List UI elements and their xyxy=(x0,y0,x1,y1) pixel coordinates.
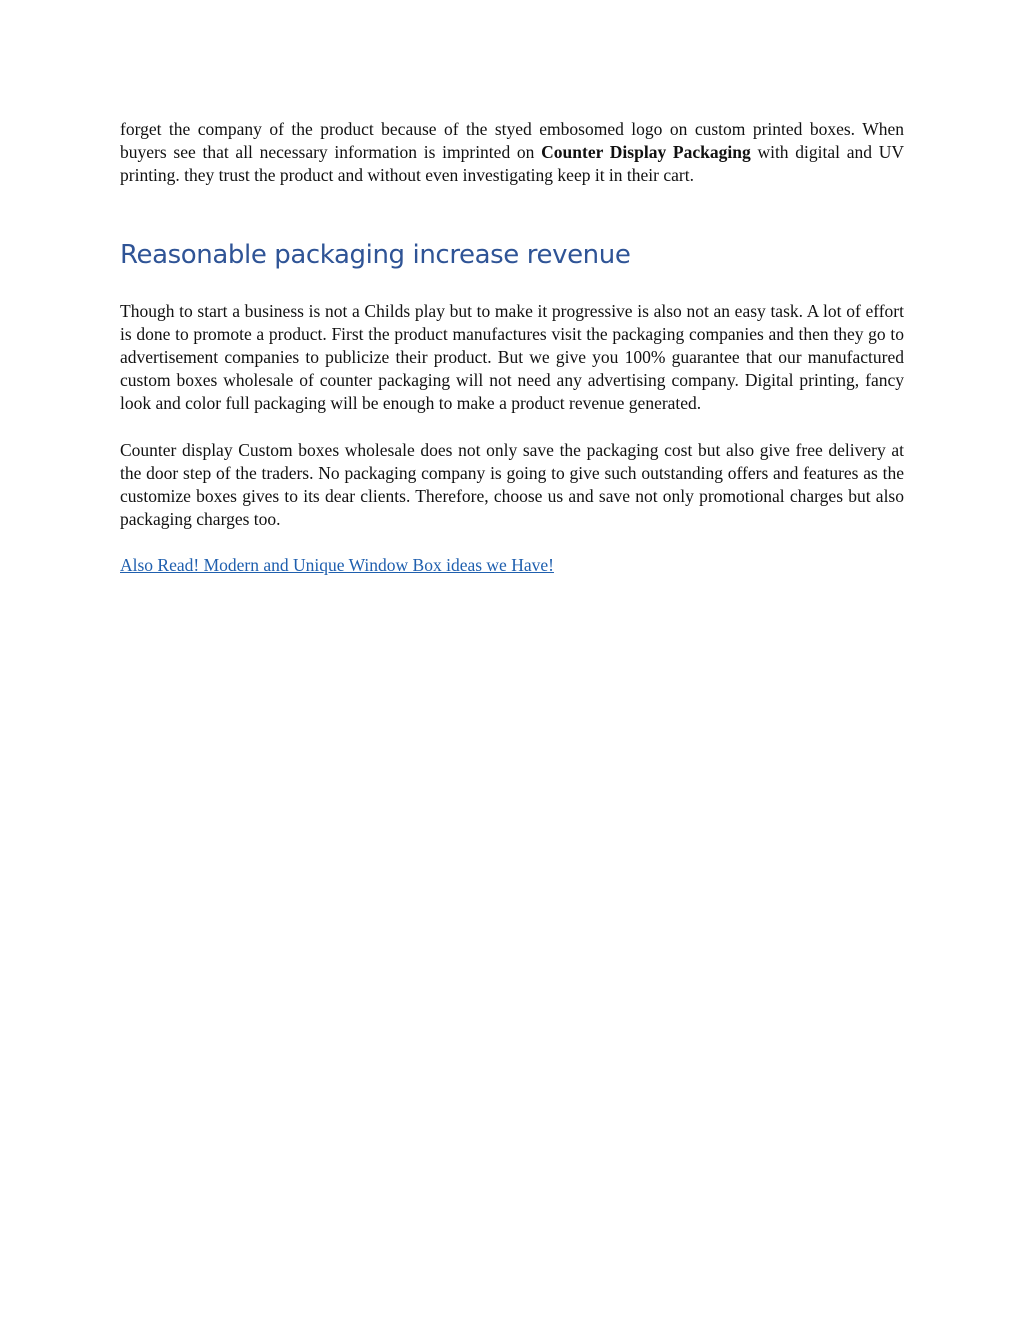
body-paragraph-1: Though to start a business is not a Childs play but to make it progressive is also not an easy task. A lot of effort is done to promote a product. First the product manufactures visit the packaging companies and then they go to advertisement companies to publicize their product. But we give you 100% guarantee that our manufactured custom boxes wholesale of counter packaging will not need any advertising company. Digital printing, fancy look and color full packaging will be enough to make a product revenue generated. xyxy=(120,300,904,414)
intro-paragraph xyxy=(120,118,904,188)
intro-text-end: with digital and UV printing. they trust the product and without even investigating keep it in their cart. xyxy=(120,142,905,186)
document-page xyxy=(120,118,904,578)
intro-text-start: forget the company of the product because of the styed embosomed logo on custom printed boxes. When buyers see that all necessary information is imprinted on xyxy=(120,119,904,163)
intro-bold-term: Counter Display Packaging xyxy=(541,142,751,163)
section-heading: Reasonable packaging increase revenue xyxy=(120,239,631,270)
body-paragraph-2: Counter display Custom boxes wholesale does not only save the packaging cost but also give free delivery at the door step of the traders. No packaging company is going to give such outstanding offers and features as the customize boxes gives to its dear clients. Therefore, choose us and save not only promotional charges but also packaging charges too. xyxy=(120,439,904,530)
also-read-link[interactable]: Also Read! Modern and Unique Window Box ideas we Have! xyxy=(120,555,554,576)
